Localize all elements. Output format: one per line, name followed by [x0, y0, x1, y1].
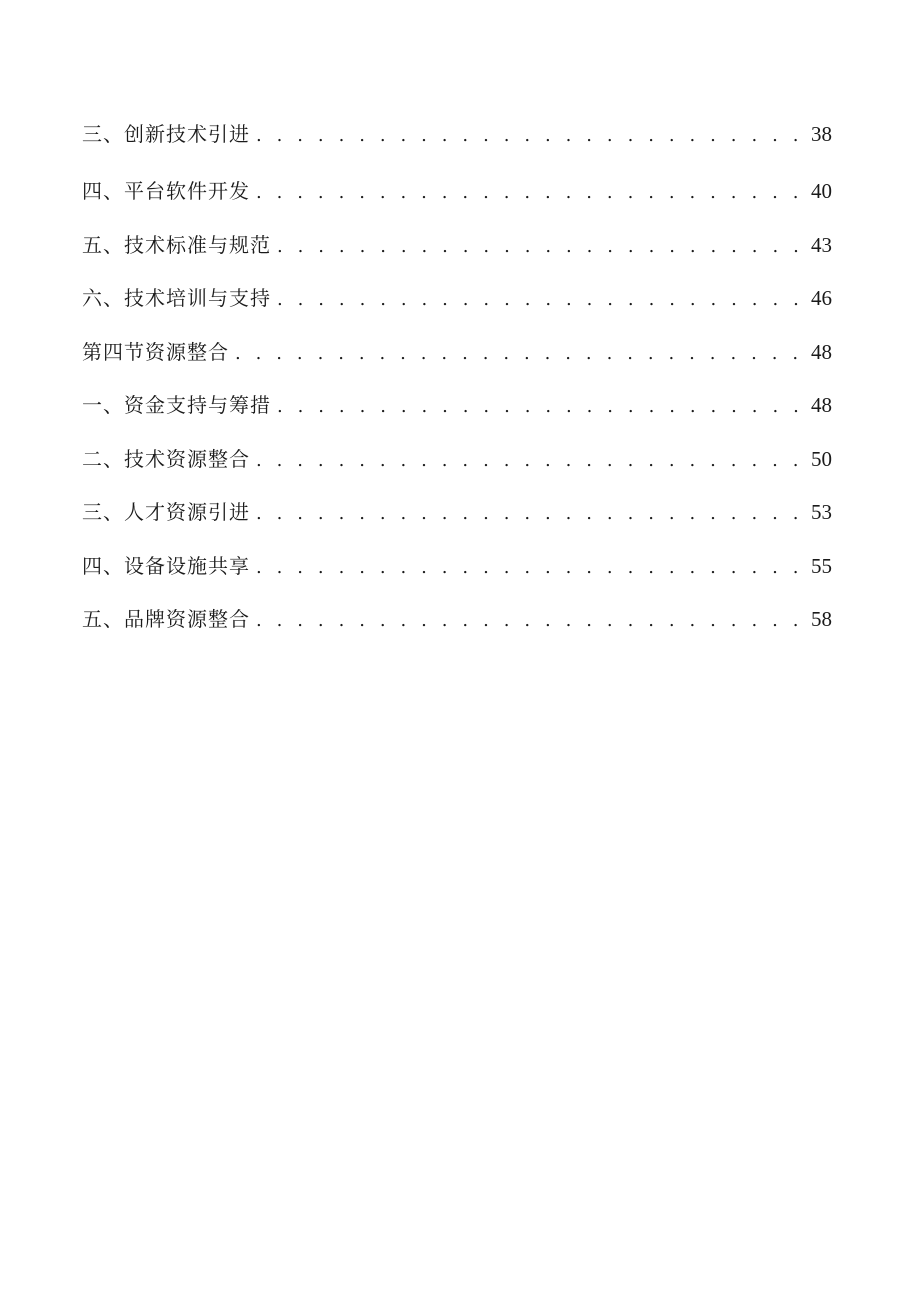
toc-entry[interactable] [82, 546, 832, 600]
toc-entry-page: 43 [811, 232, 832, 257]
toc-leader-dots [256, 441, 804, 481]
toc-entry-page: 40 [811, 179, 832, 203]
toc-entry-page: 50 [811, 446, 832, 471]
toc-leader-dots [256, 116, 804, 156]
toc-entry-page: 48 [811, 393, 832, 417]
toc-leader-dots [256, 494, 804, 534]
toc-entry-page: 38 [811, 122, 832, 146]
toc-leader-dots [256, 601, 804, 641]
toc-entry-page: 48 [811, 339, 832, 364]
toc-entry-title: 三、创新技术引进 [82, 122, 250, 146]
toc-entry[interactable] [82, 171, 832, 225]
toc-entry[interactable] [82, 385, 832, 439]
toc-leader-dots [235, 334, 804, 374]
toc-entry-page: 53 [811, 500, 832, 524]
toc-entry-title: 三、人才资源引进 [82, 500, 250, 524]
toc-entry[interactable] [82, 278, 832, 332]
toc-entry-title: 一、资金支持与筹措 [82, 393, 271, 417]
toc-leader-dots [256, 173, 804, 213]
toc-entry-title: 四、平台软件开发 [82, 179, 250, 203]
toc-entry-title: 第四节资源整合 [82, 339, 229, 364]
table-of-contents [82, 114, 832, 653]
toc-entry-title: 六、技术培训与支持 [82, 286, 271, 310]
toc-entry[interactable] [82, 439, 832, 493]
toc-leader-dots [277, 280, 804, 320]
toc-entry-title: 五、技术标准与规范 [82, 232, 271, 257]
toc-entry-page: 55 [811, 553, 832, 578]
toc-entry[interactable] [82, 599, 832, 653]
toc-entry[interactable] [82, 114, 832, 171]
toc-entry-page: 46 [811, 286, 832, 310]
toc-leader-dots [277, 387, 804, 427]
toc-entry-title: 五、品牌资源整合 [82, 607, 250, 631]
toc-entry[interactable] [82, 492, 832, 546]
toc-leader-dots [277, 227, 804, 267]
toc-entry-page: 58 [811, 607, 832, 631]
toc-entry-title: 二、技术资源整合 [82, 446, 250, 471]
toc-entry-title: 四、设备设施共享 [82, 553, 250, 578]
toc-entry[interactable] [82, 332, 832, 386]
toc-leader-dots [256, 548, 804, 588]
toc-entry[interactable] [82, 225, 832, 279]
